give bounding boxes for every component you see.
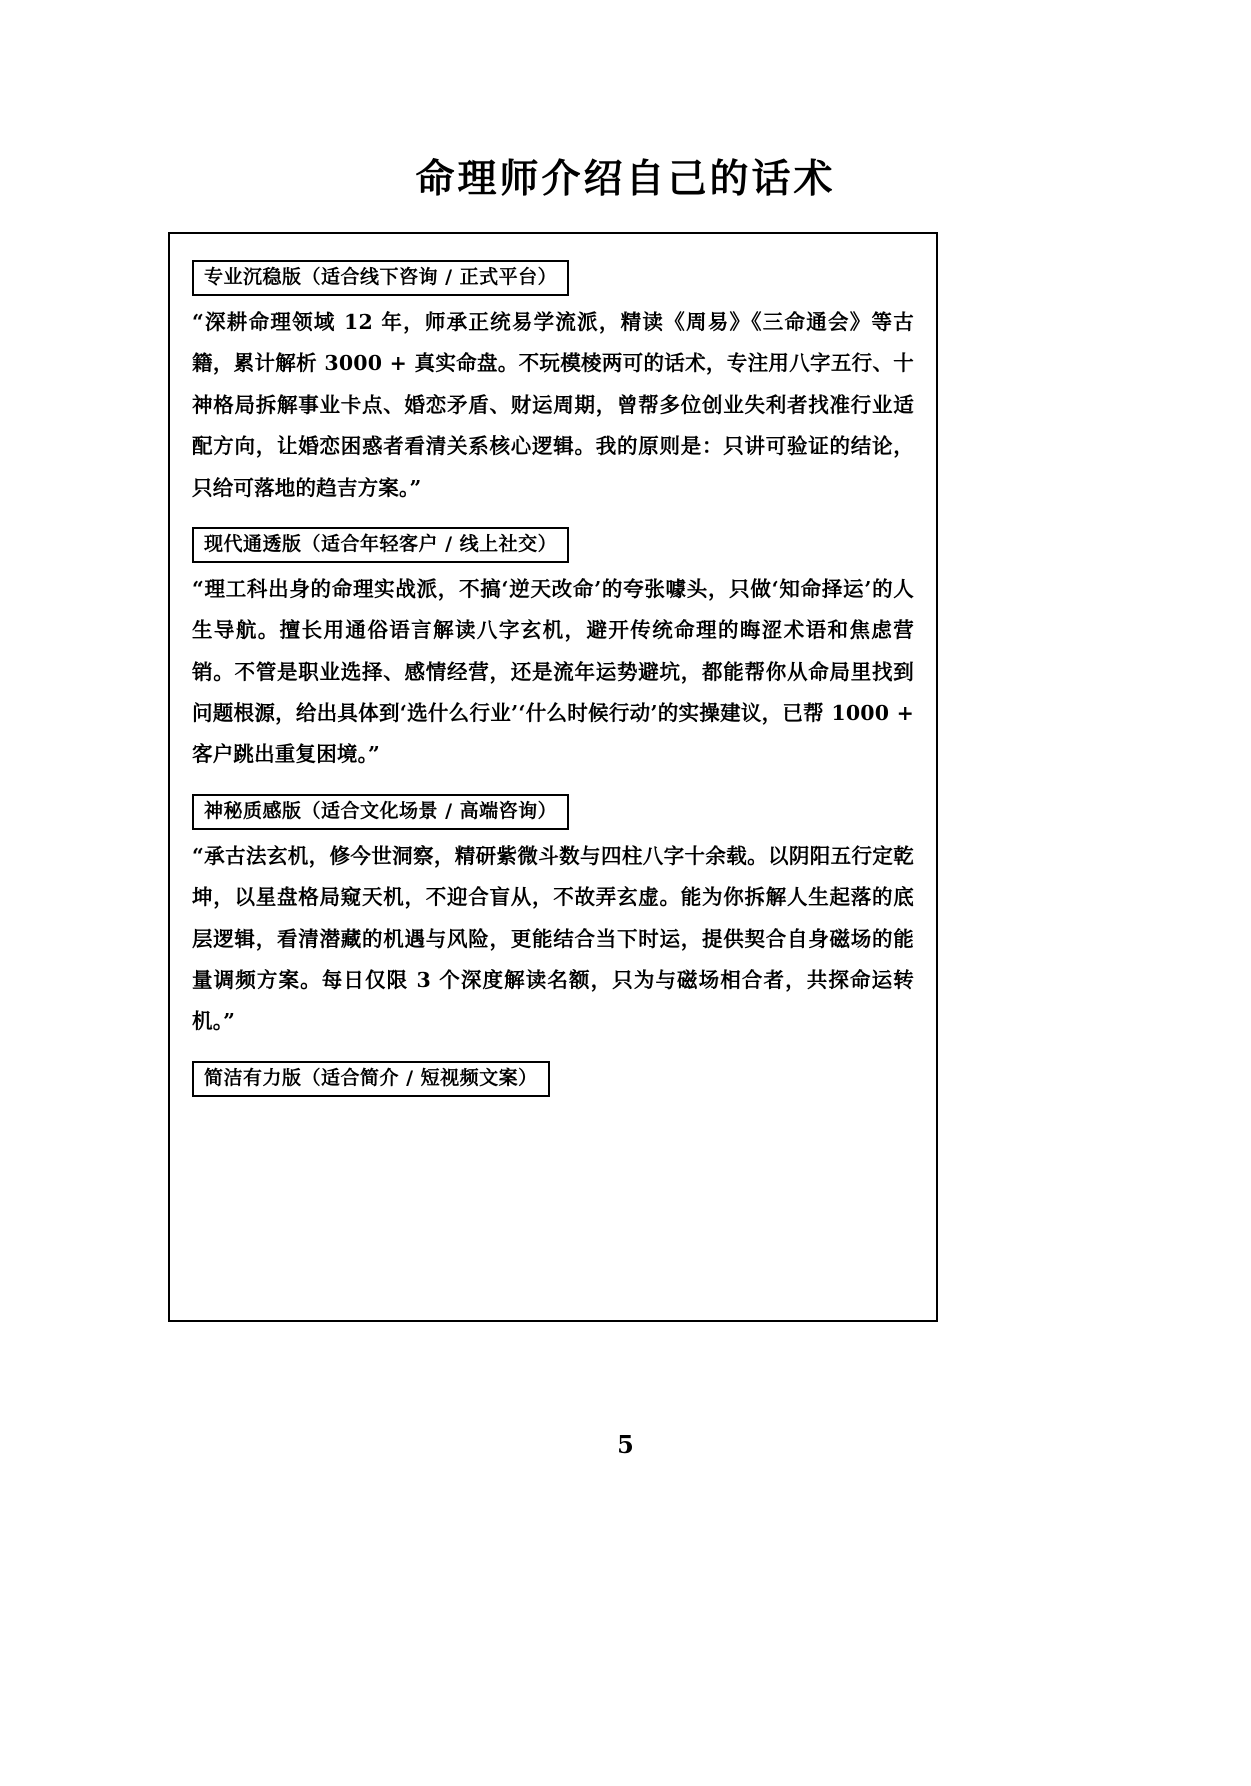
section-mystic [190,786,916,1043]
section-modern [190,519,916,776]
page-number: 5 [617,1430,634,1459]
section-body: “深耕命理领域 12 年，师承正统易学流派，精读《周易》《三命通会》等古籍，累计解析 3000 + 真实命盘。不玩模棱两可的话术，专注用八字五行、十神格局拆解事业卡点、婚恋矛盾、财运周期，曾帮多位创业失利者找准行业适配方向，让婚恋困惑者看清关系核心逻辑。我的原则是：只讲可验证的结论，只给可落地的趋吉方案。” [192,309,914,500]
section-concise [190,1053,916,1103]
section-professional [190,252,916,509]
section-heading: 现代通透版（适合年轻客户 / 线上社交） [192,527,569,563]
section-body: “理工科出身的命理实战派，不搞‘逆天改命’的夸张噱头，只做‘知命择运’的人生导航。擅长用通俗语言解读八字玄机，避开传统命理的晦涩术语和焦虑营销。不管是职业选择、感情经营，还是流年运势避坑，都能帮你从命局里找到问题根源，给出具体到‘选什么行业’‘什么时候行动’的实操建议，已帮 1000 + 客户跳出重复困境。” [192,576,914,767]
content-box [168,232,938,1322]
section-body: “承古法玄机，修今世洞察，精研紫微斗数与四柱八字十余载。以阴阳五行定乾坤，以星盘格局窥天机，不迎合盲从，不故弄玄虚。能为你拆解人生起落的底层逻辑，看清潜藏的机遇与风险，更能结合当下时运，提供契合自身磁场的能量调频方案。每日仅限 3 个深度解读名额，只为与磁场相合者，共探命运转机。” [192,843,914,1034]
section-heading: 简洁有力版（适合简介 / 短视频文案） [192,1061,550,1097]
section-heading: 神秘质感版（适合文化场景 / 高端咨询） [192,794,569,830]
section-heading: 专业沉稳版（适合线下咨询 / 正式平台） [192,260,569,296]
page-title: 命理师介绍自己的话术 [415,156,836,202]
